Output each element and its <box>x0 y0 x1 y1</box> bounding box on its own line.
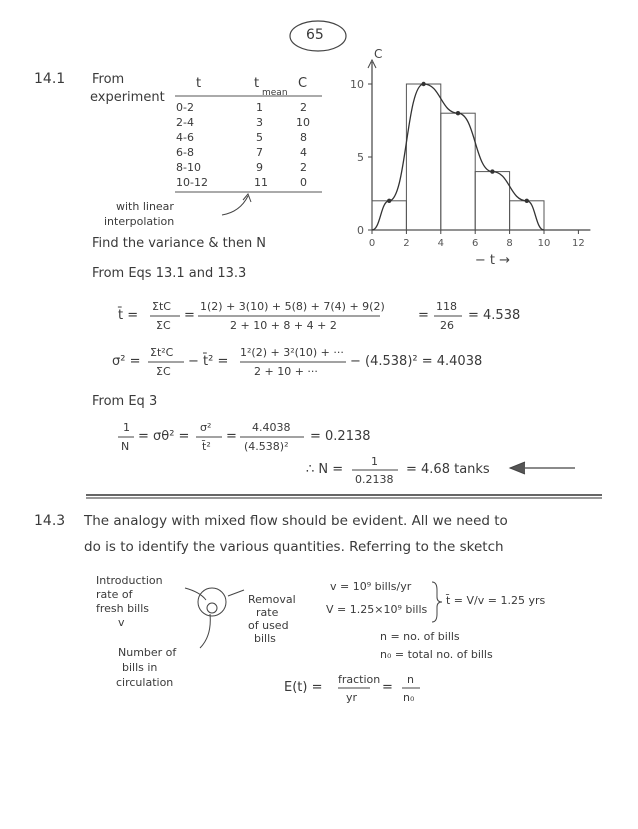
y-tick-label: 10 <box>350 78 364 91</box>
table-row <box>176 116 194 129</box>
data-point <box>421 82 425 86</box>
p14-3-line1: The analogy with mixed flow should be evident. All we need to <box>84 513 508 529</box>
data-point <box>525 199 529 203</box>
sketch-removal-label: rate <box>256 606 279 619</box>
cell-t: 0-2 <box>176 101 194 114</box>
from-label: From <box>92 72 125 87</box>
table-header-tmean: t <box>254 76 260 91</box>
sketch-removal-label: Removal <box>248 593 296 606</box>
table-cell-c: 2 <box>300 101 307 114</box>
x-tick-label: 6 <box>472 238 479 249</box>
interpolation-note-line1: with linear <box>116 200 174 213</box>
histogram-bar <box>475 172 509 230</box>
x-axis-label: − t → <box>474 253 510 268</box>
cell-t: 4-6 <box>176 131 194 144</box>
n-frac1-den: t̄² <box>202 440 211 453</box>
sketch-intro-label: rate of <box>96 588 133 601</box>
table-row <box>176 131 194 144</box>
sketch-number-label: bills in <box>122 661 158 674</box>
tbar-frac2-den: 26 <box>440 319 454 332</box>
table-cell-c: 8 <box>300 131 307 144</box>
from-eq3-text: From Eq 3 <box>92 394 158 409</box>
tbar-eq: = <box>184 308 195 323</box>
table-cell-c: 10 <box>296 116 310 129</box>
final-result: = 4.68 tanks <box>406 462 490 477</box>
sigma-minus: − t̄² = <box>188 354 229 369</box>
data-point <box>490 169 494 173</box>
cell-t: 6-8 <box>176 146 194 159</box>
tbar-eq2: = <box>418 308 429 323</box>
E-frac2-den: n₀ <box>403 691 415 704</box>
histogram-bar <box>406 84 440 230</box>
data-point <box>387 199 391 203</box>
x-tick-label: 0 <box>368 238 376 249</box>
n-frac2-num: 4.4038 <box>252 421 291 434</box>
x-tick-label: 12 <box>572 238 585 249</box>
final-lhs: ∴ N = <box>306 462 344 477</box>
sketch-intro-label: v <box>118 616 125 629</box>
E-frac2-num: n <box>407 673 414 686</box>
n-result: = 0.2138 <box>310 429 371 444</box>
table-cell-tmean: 11 <box>254 176 268 189</box>
sketch-number-label: circulation <box>116 676 174 689</box>
final-num: 1 <box>371 455 378 468</box>
n-lhs-den: N <box>121 440 130 453</box>
tbar-lhs: t̄ = <box>118 308 139 323</box>
sketch-removal-label: bills <box>254 632 276 645</box>
tbar-frac1-num: ΣtC <box>152 300 171 313</box>
table-cell-tmean: 5 <box>256 131 263 144</box>
V-definition: V = 1.25×10⁹ bills <box>326 603 428 616</box>
sketch-number-label: Number of <box>118 646 177 659</box>
n0-definition: n₀ = total no. of bills <box>380 648 493 661</box>
table-header-t: t <box>196 76 202 91</box>
table-cell-tmean: 3 <box>256 116 263 129</box>
cell-t: 2-4 <box>176 116 194 129</box>
find-instruction: Find the variance & then N <box>92 236 267 251</box>
E-lhs: E(t) = <box>284 680 323 695</box>
sketch-removal-label: of used <box>248 619 289 632</box>
table-row <box>176 101 194 114</box>
tbar-denominator: 2 + 10 + 8 + 4 + 2 <box>230 319 337 332</box>
table-cell-c: 2 <box>300 161 307 174</box>
x-tick-label: 10 <box>537 238 551 249</box>
n-frac1-num: σ² <box>200 421 212 434</box>
E-eq: = <box>382 680 393 695</box>
table-cell-c: 4 <box>300 146 307 159</box>
interpolation-note-line2: interpolation <box>104 215 175 228</box>
n-definition: n = no. of bills <box>380 630 460 643</box>
sigma-frac1-den: ΣC <box>156 365 171 378</box>
n-frac2-den: (4.538)² <box>244 440 289 453</box>
histogram-bar <box>441 113 475 230</box>
final-den: 0.2138 <box>355 473 394 486</box>
problem-number-14-3: 14.3 <box>34 513 66 529</box>
table-cell-tmean: 1 <box>256 101 263 114</box>
table-header-tmean-sub: mean <box>262 88 288 98</box>
sigma-numerator: 1²(2) + 3²(10) + ··· <box>240 346 344 359</box>
n-eq: = σθ² = <box>138 429 190 444</box>
cell-t: 10-12 <box>176 176 208 189</box>
sigma-frac1-num: Σt²C <box>150 346 174 359</box>
tbar-numerator: 1(2) + 3(10) + 5(8) + 7(4) + 9(2) <box>200 300 385 313</box>
table-row <box>176 146 194 159</box>
x-tick-label: 2 <box>403 238 410 249</box>
table-header-c: C <box>298 76 308 91</box>
x-tick-label: 8 <box>506 238 513 249</box>
sketch-intro-label: fresh bills <box>96 602 150 615</box>
y-tick-label: 5 <box>357 151 364 164</box>
E-frac1-den: yr <box>346 691 358 704</box>
tbar-frac2-num: 118 <box>436 300 457 313</box>
page-number: 65 <box>306 27 324 43</box>
x-tick-label: 4 <box>437 238 444 249</box>
table-row <box>176 161 201 174</box>
from-eqs-text: From Eqs 13.1 and 13.3 <box>92 266 247 281</box>
v-definition: v = 10⁹ bills/yr <box>330 580 412 593</box>
n-eq2: = <box>226 429 237 444</box>
table-row <box>176 176 208 189</box>
tbar-result: = 4.538 <box>468 308 521 323</box>
interpolated-curve <box>372 84 544 230</box>
sketch-intro-label: Introduction <box>96 574 163 587</box>
problem-number-14-1: 14.1 <box>34 71 66 87</box>
sigma-result: − (4.538)² = 4.4038 <box>350 354 483 369</box>
sigma-denominator: 2 + 10 + ··· <box>254 365 318 378</box>
y-axis-label: C <box>374 47 383 61</box>
y-tick-label: 0 <box>357 224 364 237</box>
p14-3-line2: do is to identify the various quantities. Referring to the sketch <box>84 539 504 555</box>
cell-t: 8-10 <box>176 161 201 174</box>
n-lhs-num: 1 <box>123 421 130 434</box>
data-point <box>456 111 460 115</box>
table-cell-tmean: 9 <box>256 161 263 174</box>
sigma-lhs: σ² = <box>112 354 141 369</box>
tbar-definition: t̄ = V/v = 1.25 yrs <box>446 594 546 607</box>
E-frac1-num: fraction <box>338 673 381 686</box>
experiment-label: experiment <box>90 90 165 105</box>
table-cell-tmean: 7 <box>256 146 263 159</box>
table-cell-c: 0 <box>300 176 307 189</box>
tbar-frac1-den: ΣC <box>156 319 171 332</box>
